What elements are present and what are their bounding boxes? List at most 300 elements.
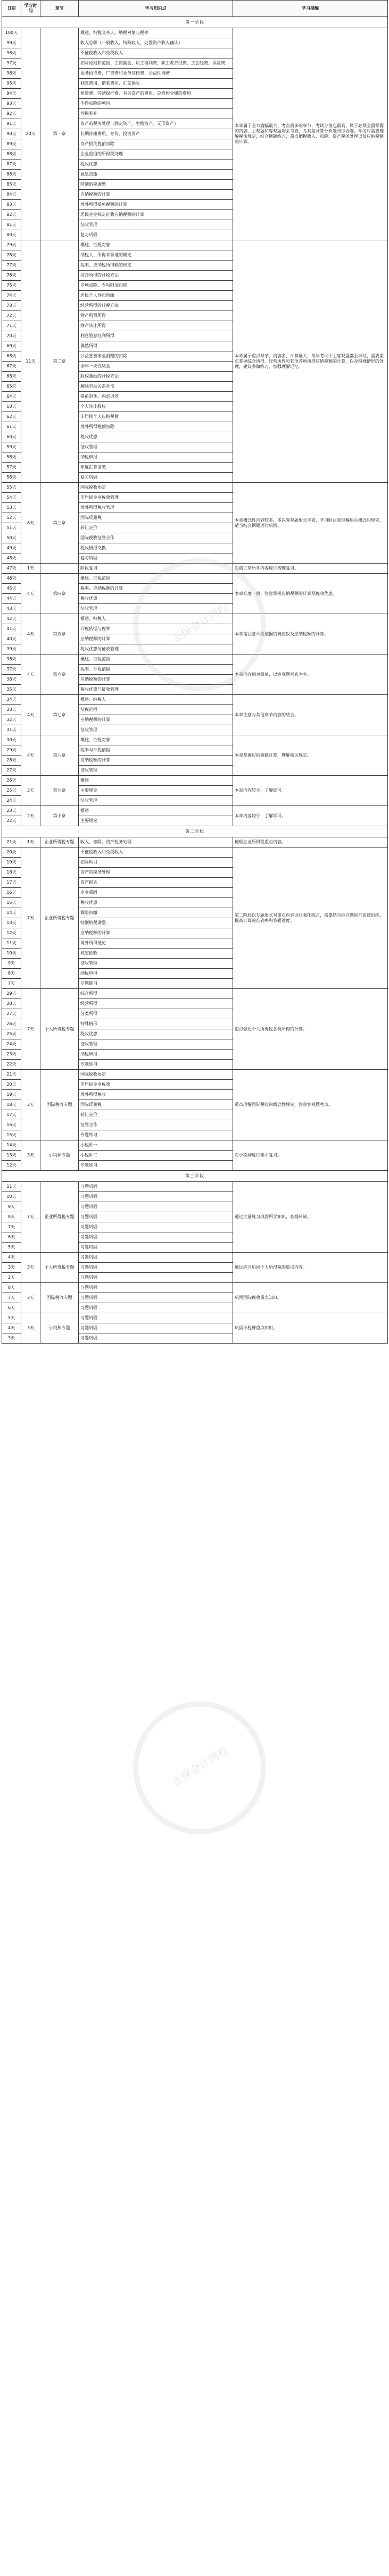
study-time-cell: 3天: [21, 1253, 40, 1283]
table-row: [2, 735, 388, 745]
knowledge-point-cell: 专题练习: [79, 979, 233, 989]
day-cell: 100天: [2, 28, 21, 38]
study-time-cell: 4天: [21, 735, 40, 776]
day-cell: 86天: [2, 170, 21, 180]
study-tip-cell: 对小税种进行集中复习。: [233, 1140, 388, 1171]
stage-title: 第一阶段: [2, 17, 388, 28]
chapter-cell: 国际税收专题: [40, 1070, 79, 1140]
day-cell: 71天: [2, 321, 21, 331]
knowledge-point-cell: 征收管理: [79, 959, 233, 969]
knowledge-point-cell: 概述、征税对象: [79, 735, 233, 745]
day-cell: 60天: [2, 432, 21, 442]
day-cell: 68天: [2, 351, 21, 362]
knowledge-point-cell: 税收优惠: [79, 1029, 233, 1039]
knowledge-point-cell: 习题巩固: [79, 1192, 233, 1202]
knowledge-point-cell: 征收管理: [79, 442, 233, 452]
table-row: [2, 1253, 388, 1263]
day-cell: 13天: [2, 1151, 21, 1161]
knowledge-point-cell: 全年一次性奖金: [79, 362, 233, 372]
knowledge-point-cell: 税收情报交换: [79, 543, 233, 553]
day-cell: 20天: [2, 1080, 21, 1090]
day-cell: 63天: [2, 402, 21, 412]
knowledge-point-cell: 税收优惠: [79, 898, 233, 908]
knowledge-point-cell: 境外所得税收管理: [79, 503, 233, 513]
day-cell: 15天: [2, 898, 21, 908]
chapter-cell: 小税种专题: [40, 1140, 79, 1171]
knowledge-point-cell: 收入、扣除、资产税务处理: [79, 837, 233, 848]
day-cell: 7天: [2, 979, 21, 989]
knowledge-point-cell: 特殊情形: [79, 1019, 233, 1029]
day-cell: 18天: [2, 868, 21, 878]
knowledge-point-cell: 非居民企业税收: [79, 1080, 233, 1090]
knowledge-point-cell: 税收优惠与征收管理: [79, 644, 233, 655]
knowledge-point-cell: 税收优惠: [79, 594, 233, 604]
chapter-cell: 企业所得税专题: [40, 1182, 79, 1253]
day-cell: 54天: [2, 493, 21, 503]
study-time-cell: 7天: [21, 1182, 40, 1253]
day-cell: 20天: [2, 848, 21, 858]
study-time-cell: 4天: [21, 655, 40, 695]
knowledge-point-cell: 小税种二: [79, 1151, 233, 1161]
knowledge-point-cell: 概述: [79, 776, 233, 786]
table-row: [2, 240, 388, 250]
knowledge-point-cell: 复习巩固: [79, 230, 233, 240]
knowledge-point-cell: 税率、应纳税额的计算: [79, 584, 233, 594]
day-cell: 3天: [2, 1333, 21, 1344]
study-tip-cell: 通过练习巩固个人所得税的重点内容。: [233, 1253, 388, 1283]
knowledge-point-cell: 经营所得: [79, 999, 233, 1009]
knowledge-point-cell: 习题巩固: [79, 1273, 233, 1283]
knowledge-point-cell: 征收管理: [79, 766, 233, 776]
knowledge-point-cell: 源泉扣缴: [79, 170, 233, 180]
day-cell: 98天: [2, 48, 21, 58]
day-cell: 61天: [2, 422, 21, 432]
knowledge-point-cell: 国际税收协定: [79, 483, 233, 493]
day-cell: 25天: [2, 1029, 21, 1039]
knowledge-point-cell: 纳税申报: [79, 969, 233, 979]
day-cell: 83天: [2, 200, 21, 210]
chapter-cell: 第五章: [40, 614, 79, 655]
day-cell: 95天: [2, 79, 21, 89]
knowledge-point-cell: 境外所得抵免税额的计算: [79, 200, 233, 210]
knowledge-point-cell: 提前退休、内部退养: [79, 392, 233, 402]
study-tip-cell: 重点强化个人所得税各类所得的计算。: [233, 989, 388, 1070]
day-cell: 8天: [2, 1283, 21, 1293]
study-tip-cell: 巩固国际税收重点知识。: [233, 1283, 388, 1313]
day-cell: 31天: [2, 725, 21, 735]
knowledge-point-cell: 习题巩固: [79, 1232, 233, 1243]
day-cell: 21天: [2, 837, 21, 848]
study-tip-cell: 本章掌握应纳税额计算，理解相关规定。: [233, 735, 388, 776]
study-time-cell: 4天: [21, 695, 40, 735]
day-cell: 4天: [2, 1323, 21, 1333]
day-cell: 97天: [2, 58, 21, 69]
knowledge-point-cell: 征收管理: [79, 604, 233, 614]
knowledge-point-cell: 特别纳税调整: [79, 918, 233, 928]
study-tip-cell: 本章难度一般，注意掌握应纳税额的计算及税收优惠。: [233, 574, 388, 614]
knowledge-point-cell: 征收管理: [79, 796, 233, 806]
study-time-cell: 4天: [21, 574, 40, 614]
day-cell: 6天: [2, 1303, 21, 1313]
study-tip-cell: 本章概念性内容较多，多以客观题形式考查，学习时注意理解相关概念和规定，适当结合例题进行巩固。: [233, 483, 388, 564]
study-tip-cell: 本章内容较少，了解即可。: [233, 806, 388, 826]
study-time-cell: 8天: [21, 483, 40, 564]
knowledge-point-cell: 经营所得的计税方法: [79, 301, 233, 311]
study-time-cell: 3天: [21, 1070, 40, 1140]
study-tip-cell: 第二阶段以专题形式对重点内容进行强化练习，需要结合综合题进行系统训练，提高计算的准确率和答题速度。: [233, 848, 388, 989]
knowledge-point-cell: 应纳税额的计算: [79, 715, 233, 725]
day-cell: 62天: [2, 412, 21, 422]
knowledge-point-cell: 税收优惠: [79, 160, 233, 170]
day-cell: 88天: [2, 149, 21, 160]
knowledge-point-cell: 应纳税额的计算: [79, 190, 233, 200]
chapter-cell: 企业所得税专题: [40, 837, 79, 848]
knowledge-point-cell: 股权激励的计税方法: [79, 372, 233, 382]
day-cell: 51天: [2, 523, 21, 533]
day-cell: 84天: [2, 190, 21, 200]
table-row: [2, 614, 388, 624]
knowledge-point-cell: 税率、计税依据: [79, 665, 233, 675]
day-cell: 67天: [2, 362, 21, 372]
chapter-cell: 个人所得税专题: [40, 989, 79, 1070]
chapter-cell: 第十章: [40, 806, 79, 826]
knowledge-point-cell: 财产转让所得: [79, 321, 233, 331]
knowledge-point-cell: 习题巩固: [79, 1283, 233, 1293]
study-plan-table: [2, 0, 388, 1344]
knowledge-point-cell: 征收管理: [79, 1039, 233, 1050]
knowledge-point-cell: 阶段复习: [79, 564, 233, 574]
knowledge-point-cell: 复习巩固: [79, 553, 233, 564]
day-cell: 8天: [2, 1212, 21, 1222]
table-row: [2, 1070, 388, 1080]
knowledge-point-cell: 扣除原则和范围、工资薪金、职工福利费、职工教育经费、工会经费、保险费: [79, 58, 233, 69]
study-time-cell: 3天: [21, 1140, 40, 1171]
stage-row: [2, 17, 388, 28]
day-cell: 73天: [2, 301, 21, 311]
day-cell: 15天: [2, 1130, 21, 1140]
chapter-cell: 小税种专题: [40, 1313, 79, 1344]
study-tip-cell: 本章需注意计税依据的确定以及应纳税额的计算。: [233, 614, 388, 655]
knowledge-point-cell: 概述、纳税人: [79, 614, 233, 624]
knowledge-point-cell: 习题巩固: [79, 1303, 233, 1313]
knowledge-point-cell: 不征税收入和免税收入: [79, 848, 233, 858]
day-cell: 69天: [2, 341, 21, 351]
day-cell: 25天: [2, 786, 21, 796]
day-cell: 45天: [2, 584, 21, 594]
knowledge-point-cell: 财产租赁所得: [79, 311, 233, 321]
knowledge-point-cell: 国际反避税: [79, 513, 233, 523]
table-row: [2, 655, 388, 665]
day-cell: 33天: [2, 705, 21, 715]
chapter-cell: [40, 564, 79, 574]
study-time-cell: 7天: [21, 989, 40, 1070]
table-row: [2, 989, 388, 999]
knowledge-point-cell: 应纳税额的计算: [79, 928, 233, 938]
knowledge-point-cell: 利息费用、借款费用、汇兑损失: [79, 79, 233, 89]
day-cell: 41天: [2, 624, 21, 634]
day-cell: 7天: [2, 1222, 21, 1232]
day-cell: 75天: [2, 281, 21, 291]
knowledge-point-cell: 税收优惠: [79, 432, 233, 442]
knowledge-point-cell: 应纳税额的计算: [79, 634, 233, 644]
knowledge-point-cell: 资产损失: [79, 878, 233, 888]
table-row: [2, 837, 388, 848]
knowledge-point-cell: 习题巩固: [79, 1202, 233, 1212]
day-cell: 19天: [2, 1090, 21, 1100]
knowledge-point-cell: 非居民个人应纳税额: [79, 412, 233, 422]
chapter-cell: 个人所得税专题: [40, 1253, 79, 1283]
day-cell: 57天: [2, 463, 21, 473]
watermark-seal: 正保会计网校: [133, 1701, 266, 1834]
watermark-seal: 正保会计网校: [133, 558, 266, 691]
knowledge-point-cell: 习题巩固: [79, 1313, 233, 1323]
day-cell: 11天: [2, 1182, 21, 1192]
day-cell: 89天: [2, 139, 21, 149]
day-cell: 93天: [2, 99, 21, 109]
day-cell: 32天: [2, 715, 21, 725]
knowledge-point-cell: 不征税收入和免税收入: [79, 48, 233, 58]
chapter-cell: 第八章: [40, 735, 79, 776]
day-cell: 38天: [2, 655, 21, 665]
knowledge-point-cell: 计税依据与税率: [79, 624, 233, 634]
day-cell: 65天: [2, 382, 21, 392]
chapter-cell: 第七章: [40, 695, 79, 735]
knowledge-point-cell: 习题巩固: [79, 1212, 233, 1222]
knowledge-point-cell: 专题练习: [79, 1060, 233, 1070]
chapter-cell: 第四章: [40, 574, 79, 614]
day-cell: 24天: [2, 796, 21, 806]
knowledge-point-cell: 综合所得的计税方法: [79, 271, 233, 281]
day-cell: 59天: [2, 442, 21, 452]
knowledge-point-cell: 概述、征税对象: [79, 240, 233, 250]
day-cell: 26天: [2, 1019, 21, 1029]
table-row: [2, 1140, 388, 1151]
knowledge-point-cell: 转让定价: [79, 523, 233, 533]
knowledge-point-cell: 年度汇算清缴: [79, 463, 233, 473]
knowledge-point-cell: 习题巩固: [79, 1333, 233, 1344]
day-cell: 74天: [2, 291, 21, 301]
study-tip-cell: 本章内容较少，了解即可。: [233, 776, 388, 806]
chapter-cell: 第二章: [40, 240, 79, 483]
header-chapter: 章节: [40, 1, 79, 17]
day-cell: 39天: [2, 644, 21, 655]
knowledge-point-cell: 专题练习: [79, 1161, 233, 1171]
knowledge-point-cell: 概述、纳税义务人、纳税对象与税率: [79, 28, 233, 38]
knowledge-point-cell: 资产损失税前扣除: [79, 139, 233, 149]
day-cell: 85天: [2, 180, 21, 190]
chapter-cell: 第三章: [40, 483, 79, 564]
day-cell: 80天: [2, 230, 21, 240]
knowledge-point-cell: 征管合作: [79, 1120, 233, 1130]
study-tip-cell: 通过大量练习巩固所学知识，查漏补缺。: [233, 1182, 388, 1253]
knowledge-point-cell: 长期待摊费用、存货、投资资产: [79, 129, 233, 139]
day-cell: 9天: [2, 959, 21, 969]
day-cell: 12天: [2, 1161, 21, 1171]
day-cell: 34天: [2, 695, 21, 705]
knowledge-point-cell: 税率与计税依据: [79, 745, 233, 756]
study-time-cell: 1天: [21, 837, 40, 848]
knowledge-point-cell: 资产的税务处理: [79, 868, 233, 878]
knowledge-point-cell: 扣除项目: [79, 858, 233, 868]
study-tip-cell: 本章内容相对简单，以客观题考查为主。: [233, 655, 388, 695]
study-tip-cell: 本章属于全书篇幅最大、考点最多的章节，考试分值也最高，属于必须全面掌握的内容，主观题和客观题均会考查，尤其是计算分析题和综合题。学习时需要理解税法规定，结合例题练习，重点把握收入、扣除、资产税务处理以及应纳税额的计算。: [233, 28, 388, 240]
table-row: [2, 1283, 388, 1293]
knowledge-point-cell: 业务招待费、广告费和业务宣传费、公益性捐赠: [79, 69, 233, 79]
knowledge-point-cell: 国际反避税: [79, 1100, 233, 1110]
knowledge-point-cell: 国际税收征管合作: [79, 533, 233, 543]
day-cell: 43天: [2, 604, 21, 614]
knowledge-point-cell: 概述: [79, 806, 233, 816]
knowledge-point-cell: 小税种一: [79, 1140, 233, 1151]
knowledge-point-cell: 企业重组: [79, 888, 233, 898]
knowledge-point-cell: 核定征收: [79, 949, 233, 959]
day-cell: 77天: [2, 261, 21, 271]
knowledge-point-cell: 偶然所得: [79, 341, 233, 351]
study-time-cell: 4天: [21, 614, 40, 655]
knowledge-point-cell: 企业重组的所得税处理: [79, 149, 233, 160]
table-header-row: [2, 1, 388, 17]
day-cell: 28天: [2, 756, 21, 766]
knowledge-point-cell: 资产的税务处理（固定资产、生物资产、无形资产）: [79, 119, 233, 129]
day-cell: 82天: [2, 210, 21, 220]
day-cell: 78天: [2, 250, 21, 261]
day-cell: 49天: [2, 543, 21, 553]
day-cell: 30天: [2, 735, 21, 745]
chapter-cell: 国际税收专题: [40, 1283, 79, 1313]
study-tip-cell: 对前三章所学内容进行梳理复习。: [233, 564, 388, 574]
day-cell: 72天: [2, 311, 21, 321]
day-cell: 64天: [2, 392, 21, 402]
day-cell: 44天: [2, 594, 21, 604]
knowledge-point-cell: 利息股息红利所得: [79, 331, 233, 341]
day-cell: 94天: [2, 89, 21, 99]
study-time-cell: 20天: [21, 28, 40, 240]
knowledge-point-cell: 租赁费、劳动保护费、有关资产的费用、总机构分摊的费用: [79, 89, 233, 99]
study-time-cell: 2天: [21, 806, 40, 826]
knowledge-point-cell: 征税范围: [79, 705, 233, 715]
day-cell: 29天: [2, 989, 21, 999]
knowledge-point-cell: 概述、征税范围: [79, 655, 233, 665]
day-cell: 14天: [2, 908, 21, 918]
study-tip-cell: 本章属于重点章节，内容多、计算量大，每年考试中主客观题都会涉及，需要重点掌握综合所得、经营所得和其他各项所得应纳税额的计算，以及特殊情形的处理，建议多做练习，加强理解记忆。: [233, 240, 388, 483]
table-row: [2, 776, 388, 786]
knowledge-point-cell: 习题巩固: [79, 1243, 233, 1253]
chapter-cell: 第一章: [40, 28, 79, 240]
header-knowledge-points: 学习知识点: [79, 1, 233, 17]
day-cell: 58天: [2, 452, 21, 463]
knowledge-point-cell: 主要规定: [79, 786, 233, 796]
day-cell: 23天: [2, 1050, 21, 1060]
knowledge-point-cell: 个人转让股权: [79, 402, 233, 412]
study-time-cell: 7天: [21, 848, 40, 989]
day-cell: 40天: [2, 634, 21, 644]
day-cell: 52天: [2, 513, 21, 523]
day-cell: 24天: [2, 1039, 21, 1050]
day-cell: 90天: [2, 129, 21, 139]
day-cell: 79天: [2, 240, 21, 250]
day-cell: 91天: [2, 119, 21, 129]
day-cell: 37天: [2, 665, 21, 675]
knowledge-point-cell: 境外所得抵免: [79, 938, 233, 949]
day-cell: 27天: [2, 1009, 21, 1019]
day-cell: 42天: [2, 614, 21, 624]
day-cell: 56天: [2, 473, 21, 483]
knowledge-point-cell: 居民个人预扣预缴: [79, 291, 233, 301]
study-time-cell: 3天: [21, 1313, 40, 1344]
day-cell: 5天: [2, 1243, 21, 1253]
knowledge-point-cell: 源泉扣缴: [79, 908, 233, 918]
day-cell: 48天: [2, 553, 21, 564]
day-cell: 22天: [2, 816, 21, 826]
day-cell: 5天: [2, 1313, 21, 1323]
knowledge-point-cell: 不得扣除的项目: [79, 99, 233, 109]
day-cell: 96天: [2, 69, 21, 79]
knowledge-point-cell: 复习巩固: [79, 473, 233, 483]
table-row: [2, 806, 388, 816]
knowledge-point-cell: 习题巩固: [79, 1222, 233, 1232]
knowledge-point-cell: 纳税申报: [79, 452, 233, 463]
study-tip-cell: 本章注意与其他章节内容的结合。: [233, 695, 388, 735]
day-cell: 8天: [2, 969, 21, 979]
day-cell: 23天: [2, 806, 21, 816]
day-cell: 47天: [2, 564, 21, 574]
table-row: [2, 848, 388, 858]
day-cell: 6天: [2, 1232, 21, 1243]
stage-row: [2, 826, 388, 837]
day-cell: 22天: [2, 1060, 21, 1070]
study-time-cell: 3天: [21, 776, 40, 806]
knowledge-point-cell: 专项扣除、专项附加扣除: [79, 281, 233, 291]
day-cell: 76天: [2, 271, 21, 281]
knowledge-point-cell: 税收优惠与征收管理: [79, 685, 233, 695]
table-row: [2, 1313, 388, 1323]
day-cell: 87天: [2, 160, 21, 170]
day-cell: 53天: [2, 503, 21, 513]
knowledge-point-cell: 特别纳税调整: [79, 180, 233, 190]
day-cell: 35天: [2, 685, 21, 695]
knowledge-point-cell: 解除劳动关系补偿: [79, 382, 233, 392]
day-cell: 14天: [2, 1140, 21, 1151]
knowledge-point-cell: 亏损弥补: [79, 109, 233, 119]
study-time-cell: 3天: [21, 1283, 40, 1313]
day-cell: 28天: [2, 999, 21, 1009]
chapter-cell: 第九章: [40, 776, 79, 806]
day-cell: 27天: [2, 766, 21, 776]
study-tip-cell: 重点理解国际税收的概念性规定，注意客观题考点。: [233, 1070, 388, 1140]
header-date: 日期: [2, 1, 21, 17]
day-cell: 16天: [2, 888, 21, 898]
day-cell: 36天: [2, 675, 21, 685]
knowledge-point-cell: 概述、纳税人: [79, 695, 233, 705]
study-time-cell: 11天: [21, 240, 40, 483]
day-cell: 10天: [2, 949, 21, 959]
knowledge-point-cell: 居民企业核定征收应纳税额的计算: [79, 210, 233, 220]
table-row: [2, 695, 388, 705]
study-tip-cell: 梳理企业所得税重点内容。: [233, 837, 388, 848]
knowledge-point-cell: 综合所得: [79, 989, 233, 999]
stage-title: 第三阶段: [2, 1171, 388, 1182]
study-tip-cell: 巩固小税种重点知识。: [233, 1313, 388, 1344]
knowledge-point-cell: 纳税申报: [79, 1050, 233, 1060]
stage-title: 第二阶段: [2, 826, 388, 837]
day-cell: 50天: [2, 533, 21, 543]
knowledge-point-cell: 转让定价: [79, 1110, 233, 1120]
chapter-cell: 第六章: [40, 655, 79, 695]
knowledge-point-cell: 应纳税额的计算: [79, 675, 233, 685]
knowledge-point-cell: 主要规定: [79, 816, 233, 826]
table-row: [2, 28, 388, 38]
knowledge-point-cell: 税率、应纳税所得额的规定: [79, 261, 233, 271]
